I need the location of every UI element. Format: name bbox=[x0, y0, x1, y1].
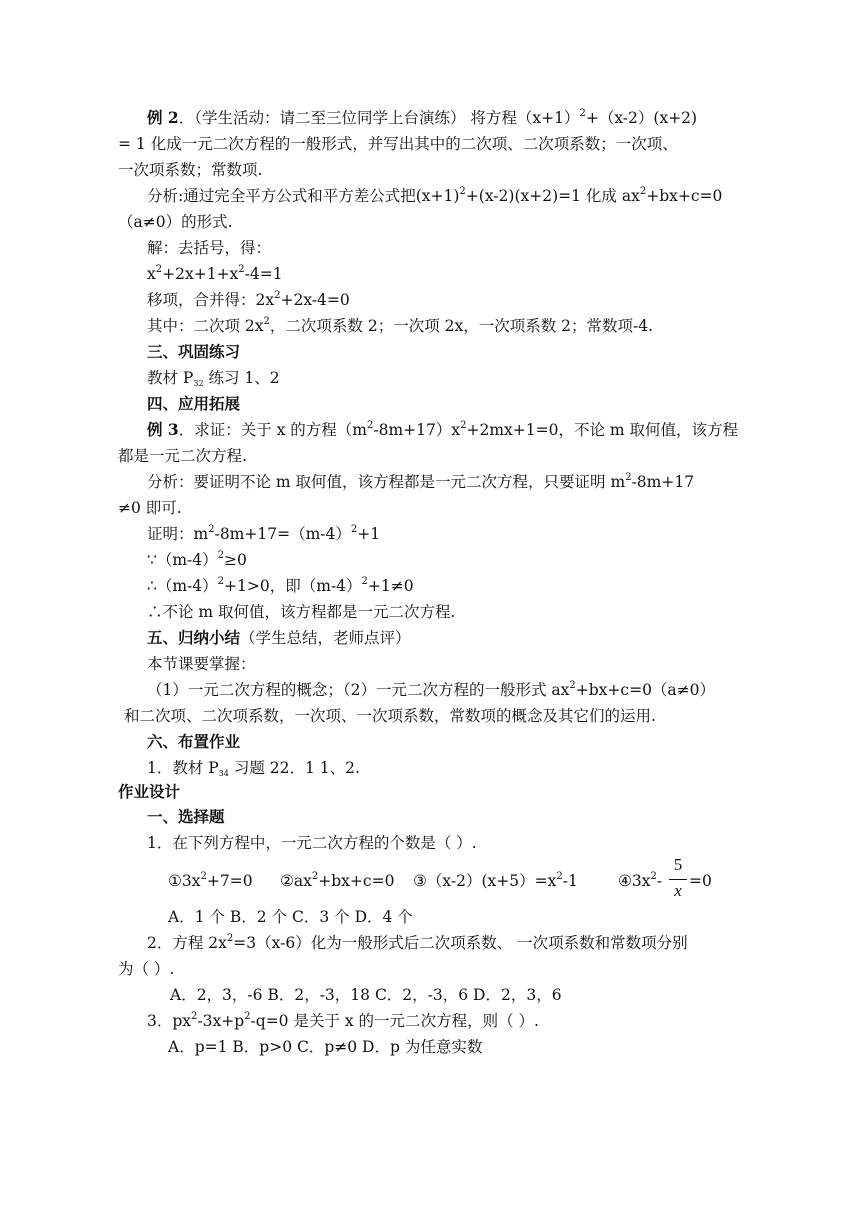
ex2-label: 例 2 bbox=[147, 108, 179, 127]
terms-a: 其中：二次项 2x bbox=[147, 317, 264, 335]
sec5-line-2: 和二次项、二次项系数，一次项、一次项系数，常数项的概念及其它们的运用. bbox=[124, 707, 656, 725]
sec3-sub: 32 bbox=[193, 379, 204, 388]
q1: 1．在下列方程中，一元二次方程的个数是（ ）. bbox=[147, 834, 477, 852]
ex2-text: ．（学生活动：请二至三位同学上台演练） 将方程（x+1） bbox=[178, 109, 580, 127]
ex3-proof bbox=[147, 523, 380, 545]
ex3-line-2: 都是一元二次方程. bbox=[118, 447, 247, 465]
eq1-a: x bbox=[147, 265, 156, 283]
q2-answers: A．2，3，-6 B．2，-3，18 C．2，-3，6 D．2，3，6 bbox=[170, 986, 562, 1004]
q1-o1-a: ①3x bbox=[168, 872, 201, 890]
analysis-c: +bx+c=0 bbox=[646, 187, 723, 205]
hw-a: 1．教材 P bbox=[147, 759, 219, 777]
q3-b: -3x+p bbox=[197, 1012, 245, 1030]
q1-o4-fraction-bar bbox=[669, 879, 687, 880]
design-title: 作业设计 bbox=[118, 782, 181, 801]
sec3-text-a: 教材 P bbox=[147, 369, 194, 387]
ex3-an-a: 分析：要证明不论 m 取何值，该方程都是一元二次方程，只要证明 m bbox=[147, 473, 626, 491]
sec5-l1-a: （1）一元二次方程的概念；（2）一元二次方程的一般形式 ax bbox=[147, 681, 570, 699]
sec5-l1-b: +bx+c=0（a≠0） bbox=[575, 681, 716, 699]
q3-answers: A．p=1 B．p>0 C．p≠0 D．p 为任意实数 bbox=[168, 1038, 483, 1056]
ex3-thus bbox=[147, 575, 414, 597]
proof-a: 证明：m bbox=[147, 525, 209, 543]
thus-a: ∴（m-4） bbox=[147, 577, 218, 595]
q1-o1-b: +7=0 bbox=[206, 872, 253, 890]
q3-sup1: 2 bbox=[191, 1011, 198, 1022]
q1-answers: A．1 个 B．2 个 C．3 个 D．4 个 bbox=[168, 908, 413, 926]
ex3-an-sup: 2 bbox=[625, 472, 632, 483]
sec3-title: 三、巩固练习 bbox=[147, 342, 241, 361]
q1-o4-a: ④3x bbox=[618, 872, 651, 890]
terms-sup: 2 bbox=[263, 316, 270, 327]
proof-sup1: 2 bbox=[208, 524, 215, 535]
sec5-title-text: 五、归纳小结 bbox=[147, 628, 241, 647]
ex3-an-b: -8m+17 bbox=[631, 473, 695, 491]
q1-o1-sup: 2 bbox=[200, 871, 207, 882]
sec6-title: 六、布置作业 bbox=[147, 732, 241, 751]
q1-o4-b: - bbox=[656, 872, 663, 890]
choice-title: 一、选择题 bbox=[147, 807, 225, 826]
ex3-analysis bbox=[147, 471, 694, 493]
ex2-terms bbox=[147, 315, 653, 337]
sec5-intro: 本节课要掌握： bbox=[147, 655, 256, 673]
sec5-title bbox=[147, 627, 411, 649]
since-a: ∵（m-4） bbox=[147, 551, 218, 569]
ex3-label: 例 3 bbox=[147, 420, 179, 439]
q2-b: =3（x-6）化为一般形式后二次项系数、 一次项系数和常数项分别 bbox=[233, 934, 688, 952]
q2-line-2: 为（ ）. bbox=[118, 960, 175, 978]
analysis-a: 分析:通过完全平方公式和平方差公式把(x+1) bbox=[147, 187, 460, 205]
hw-b: 习题 22．1 1、2. bbox=[228, 759, 360, 777]
ex2-move bbox=[147, 289, 350, 311]
q1-option-3 bbox=[413, 870, 578, 892]
q3-a: 3．px bbox=[147, 1012, 192, 1030]
q1-option-2 bbox=[280, 870, 394, 892]
sec3-text-b: 练习 1、2 bbox=[203, 369, 280, 387]
eq1-b: +2x+1+x bbox=[162, 265, 239, 283]
ex3-conclusion: ∴不论 m 取何值，该方程都是一元二次方程. bbox=[147, 603, 456, 621]
ex2-sup: 2 bbox=[579, 108, 586, 119]
move-a: 移项，合并得：2x bbox=[147, 291, 275, 309]
thus-sup1: 2 bbox=[217, 576, 225, 587]
q3-sup2: 2 bbox=[244, 1011, 251, 1022]
q1-o4-denominator: x bbox=[674, 881, 682, 900]
ex2-analysis-2: （a≠0）的形式. bbox=[118, 213, 233, 231]
eq1-sup2: 2 bbox=[238, 264, 245, 275]
hw-sub: 34 bbox=[218, 769, 229, 778]
thus-b: +1>0，即（m-4） bbox=[224, 577, 362, 595]
q1-o4-numerator: 5 bbox=[673, 855, 683, 874]
sec6-homework bbox=[147, 757, 360, 779]
ex2-text-b: +（x-2）(x+2) bbox=[585, 109, 698, 127]
proof-c: +1 bbox=[357, 525, 381, 543]
ex3-c: +2mx+1=0，不论 m 取何值，该方程 bbox=[466, 421, 739, 439]
ex3-since bbox=[147, 549, 247, 571]
ex2-line-1 bbox=[147, 107, 697, 129]
q1-o3-sup: 2 bbox=[556, 871, 563, 882]
ex3-a: ．求证：关于 x 的方程（m bbox=[178, 421, 367, 439]
ex3-line-1 bbox=[147, 419, 738, 441]
move-sup: 2 bbox=[274, 290, 281, 301]
q2-line-1 bbox=[147, 932, 688, 954]
ex2-solution-label: 解：去括号，得： bbox=[147, 239, 272, 257]
analysis-sup1: 2 bbox=[459, 186, 466, 197]
ex2-eq1 bbox=[147, 263, 283, 285]
thus-c: +1≠0 bbox=[367, 577, 414, 595]
q1-option-1 bbox=[168, 870, 253, 892]
q2-a: 2．方程 2x bbox=[147, 934, 227, 952]
move-b: +2x-4=0 bbox=[280, 291, 350, 309]
eq1-c: -4=1 bbox=[244, 265, 283, 283]
ex2-line-3: 一次项系数；常数项. bbox=[118, 161, 263, 179]
q1-o4-sup: 2 bbox=[650, 871, 657, 882]
eq1-sup1: 2 bbox=[155, 264, 163, 275]
sec3-text bbox=[147, 367, 280, 389]
q3-line-1 bbox=[147, 1010, 539, 1032]
ex3-sup1: 2 bbox=[366, 420, 374, 431]
q1-o2-a: ②ax bbox=[280, 872, 312, 890]
q1-option-4-end: =0 bbox=[689, 872, 712, 890]
q3-c: -q=0 是关于 x 的一元二次方程，则（ ）. bbox=[250, 1012, 539, 1030]
q1-o2-sup: 2 bbox=[311, 871, 319, 882]
terms-b: ，二次项系数 2；一次项 2x，一次项系数 2；常数项-4. bbox=[269, 317, 654, 335]
q1-o3-b: -1 bbox=[562, 872, 578, 890]
sec5-line-1 bbox=[147, 679, 715, 701]
ex2-analysis bbox=[147, 185, 722, 207]
ex3-b: -8m+17）x bbox=[373, 421, 461, 439]
sec5-l1-sup: 2 bbox=[569, 680, 576, 691]
ex3-analysis-2: ≠0 即可. bbox=[118, 499, 182, 517]
proof-b: -8m+17=（m-4） bbox=[214, 525, 351, 543]
ex3-sup2: 2 bbox=[460, 420, 467, 431]
since-b: ≥0 bbox=[224, 551, 247, 569]
analysis-sup2: 2 bbox=[639, 186, 647, 197]
q1-o3-a: ③（x-2）(x+5）=x bbox=[413, 872, 557, 890]
q1-option-4 bbox=[618, 870, 662, 892]
analysis-b: +(x-2)(x+2)=1 化成 ax bbox=[465, 187, 640, 205]
q2-sup: 2 bbox=[226, 933, 234, 944]
sec5-title-note: （学生总结，老师点评） bbox=[240, 629, 411, 647]
q1-o2-b: +bx+c=0 bbox=[318, 872, 395, 890]
proof-sup2: 2 bbox=[350, 524, 358, 535]
thus-sup2: 2 bbox=[361, 576, 368, 587]
sec4-title: 四、应用拓展 bbox=[147, 394, 241, 413]
ex2-line-2: = 1 化成一元二次方程的一般形式，并写出其中的二次项、二次项系数；一次项、 bbox=[118, 135, 678, 153]
since-sup: 2 bbox=[217, 550, 225, 561]
